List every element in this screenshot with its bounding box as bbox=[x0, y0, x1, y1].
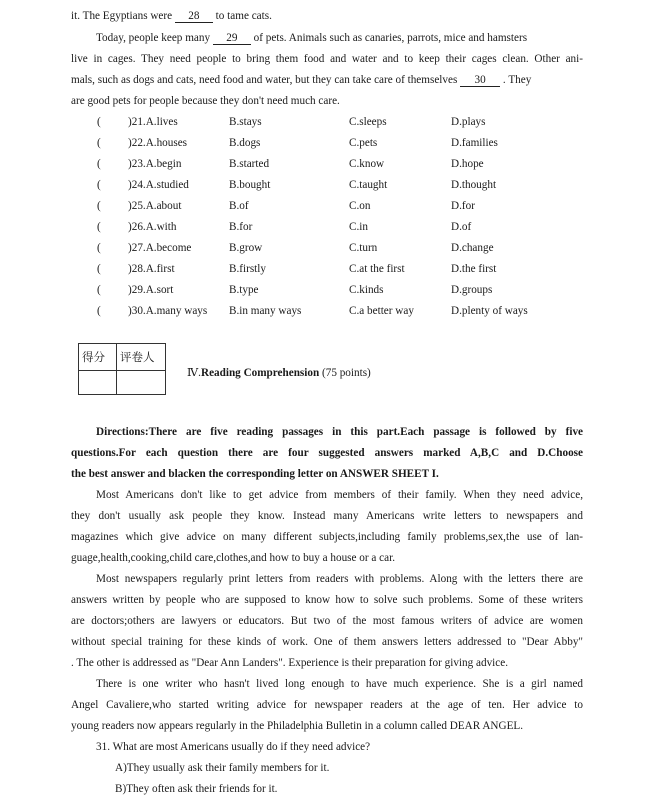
option-d: D.hope bbox=[451, 158, 484, 170]
cloze-text: to tame cats. bbox=[215, 10, 272, 22]
passage-line: magazines which give advice on many different subjects,including family problems,sex,the use of lan- bbox=[71, 531, 583, 543]
blank-30: 30 bbox=[460, 74, 500, 87]
section-heading bbox=[187, 366, 487, 380]
passage-line: Angel Cavaliere,who started writing advice for newspaper readers at the age of ten. Her advice to bbox=[71, 699, 583, 711]
grader-label: 评卷人 bbox=[120, 350, 155, 364]
option-d: D.the first bbox=[451, 263, 497, 275]
option-b: B.started bbox=[229, 158, 270, 170]
option-a: )21.A.lives bbox=[128, 116, 178, 128]
passage-line: answers written by people who are supposed to know how to solve such problems. Some of these writers bbox=[71, 594, 583, 606]
option-d: D.plays bbox=[451, 116, 486, 128]
option-c: C.pets bbox=[349, 137, 378, 149]
passage-line: There is one writer who hasn't lived long enough to have much experience. She is a girl named bbox=[96, 678, 583, 690]
option-d: D.thought bbox=[451, 179, 497, 191]
score-label: 得分 bbox=[82, 350, 105, 364]
passage-line: Most newspapers regularly print letters from readers with problems. Along with the letters there are bbox=[96, 573, 583, 585]
option-c: C.turn bbox=[349, 242, 378, 254]
option-a: )23.A.begin bbox=[128, 158, 182, 170]
cloze-line-3: live in cages. They need people to bring them food and water and to keep their cages clean. Other ani- bbox=[71, 53, 583, 65]
question-31-option-a[interactable]: A)They usually ask their family members for it. bbox=[115, 762, 330, 774]
option-a: )26.A.with bbox=[128, 221, 177, 233]
answer-paren[interactable]: ( bbox=[97, 305, 101, 317]
cloze-line-2 bbox=[96, 31, 583, 45]
option-b: B.dogs bbox=[229, 137, 261, 149]
option-a: )24.A.studied bbox=[128, 179, 189, 191]
answer-paren[interactable]: ( bbox=[97, 242, 101, 254]
option-b: B.of bbox=[229, 200, 249, 212]
option-b: B.firstly bbox=[229, 263, 266, 275]
option-d: D.change bbox=[451, 242, 494, 254]
option-c: C.at the first bbox=[349, 263, 405, 275]
option-d: D.for bbox=[451, 200, 475, 212]
question-31-stem: 31. What are most Americans usually do if they need advice? bbox=[96, 741, 371, 753]
cloze-text: of pets. Animals such as canaries, parrots, mice and hamsters bbox=[253, 32, 528, 44]
option-d: D.plenty of ways bbox=[451, 305, 528, 317]
option-b: B.stays bbox=[229, 116, 262, 128]
cloze-line-4 bbox=[71, 73, 583, 87]
cloze-text: . They bbox=[502, 74, 532, 86]
answer-paren[interactable]: ( bbox=[97, 221, 101, 233]
cloze-line-5: are good pets for people because they don't need much care. bbox=[71, 95, 340, 107]
answer-paren[interactable]: ( bbox=[97, 116, 101, 128]
option-d: D.groups bbox=[451, 284, 493, 296]
answer-paren[interactable]: ( bbox=[97, 284, 101, 296]
option-b: B.in many ways bbox=[229, 305, 302, 317]
blank-28: 28 bbox=[175, 10, 213, 23]
option-c: C.kinds bbox=[349, 284, 384, 296]
section-points: (75 points) bbox=[322, 367, 371, 379]
option-c: C.taught bbox=[349, 179, 388, 191]
cloze-line-1 bbox=[71, 9, 583, 23]
option-b: B.bought bbox=[229, 179, 271, 191]
option-a: )25.A.about bbox=[128, 200, 182, 212]
cloze-text: it. The Egyptians were bbox=[71, 10, 173, 22]
answer-paren[interactable]: ( bbox=[97, 263, 101, 275]
directions-line-3: the best answer and blacken the corresponding letter on ANSWER SHEET I. bbox=[71, 468, 439, 480]
answer-paren[interactable]: ( bbox=[97, 158, 101, 170]
option-a: )27.A.become bbox=[128, 242, 192, 254]
directions-line-1: Directions:There are five reading passages in this part.Each passage is followed by five bbox=[96, 426, 583, 438]
option-a: )22.A.houses bbox=[128, 137, 188, 149]
passage-line: they don't usually ask people they know. Instead many Americans write letters to newspapers and bbox=[71, 510, 583, 522]
option-d: D.families bbox=[451, 137, 498, 149]
cloze-text: Today, people keep many bbox=[96, 32, 211, 44]
section-title: Reading Comprehension bbox=[200, 367, 320, 379]
answer-paren[interactable]: ( bbox=[97, 200, 101, 212]
option-d: D.of bbox=[451, 221, 472, 233]
option-a: )30.A.many ways bbox=[128, 305, 208, 317]
option-b: B.type bbox=[229, 284, 259, 296]
option-c: C.know bbox=[349, 158, 385, 170]
section-numeral: Ⅳ. bbox=[187, 367, 201, 379]
option-a: )28.A.first bbox=[128, 263, 175, 275]
score-box bbox=[78, 343, 166, 395]
directions-line-2: questions.For each question there are four suggested answers marked A,B,C and D.Choose bbox=[71, 447, 583, 459]
option-a: )29.A.sort bbox=[128, 284, 174, 296]
passage-line: guage,health,cooking,child care,clothes,and how to buy a house or a car. bbox=[71, 552, 396, 564]
passage-line: young readers now appears regularly in the Philadelphia Bulletin in a column called DEAR ANGEL. bbox=[71, 720, 524, 732]
blank-29: 29 bbox=[213, 32, 251, 45]
option-c: C.sleeps bbox=[349, 116, 387, 128]
answer-paren[interactable]: ( bbox=[97, 179, 101, 191]
passage-line: are doctors;others are lawyers or educators. But two of the most famous writers of advice are women bbox=[71, 615, 583, 627]
option-c: C.a better way bbox=[349, 305, 414, 317]
passage-line: without special training for these kinds of work. One of them answers letters addressed to "Dear Abby" bbox=[71, 636, 583, 648]
cloze-text: mals, such as dogs and cats, need food and water, but they can take care of themselves bbox=[71, 74, 458, 86]
option-c: C.on bbox=[349, 200, 371, 212]
passage-line: Most Americans don't like to get advice from members of their family. When they need advice, bbox=[96, 489, 583, 501]
option-c: C.in bbox=[349, 221, 368, 233]
question-31-option-b[interactable]: B)They often ask their friends for it. bbox=[115, 783, 278, 795]
answer-paren[interactable]: ( bbox=[97, 137, 101, 149]
option-b: B.for bbox=[229, 221, 253, 233]
option-b: B.grow bbox=[229, 242, 263, 254]
passage-line: . The other is addressed as "Dear Ann Landers". Experience is their preparation for giving advice. bbox=[71, 657, 509, 669]
